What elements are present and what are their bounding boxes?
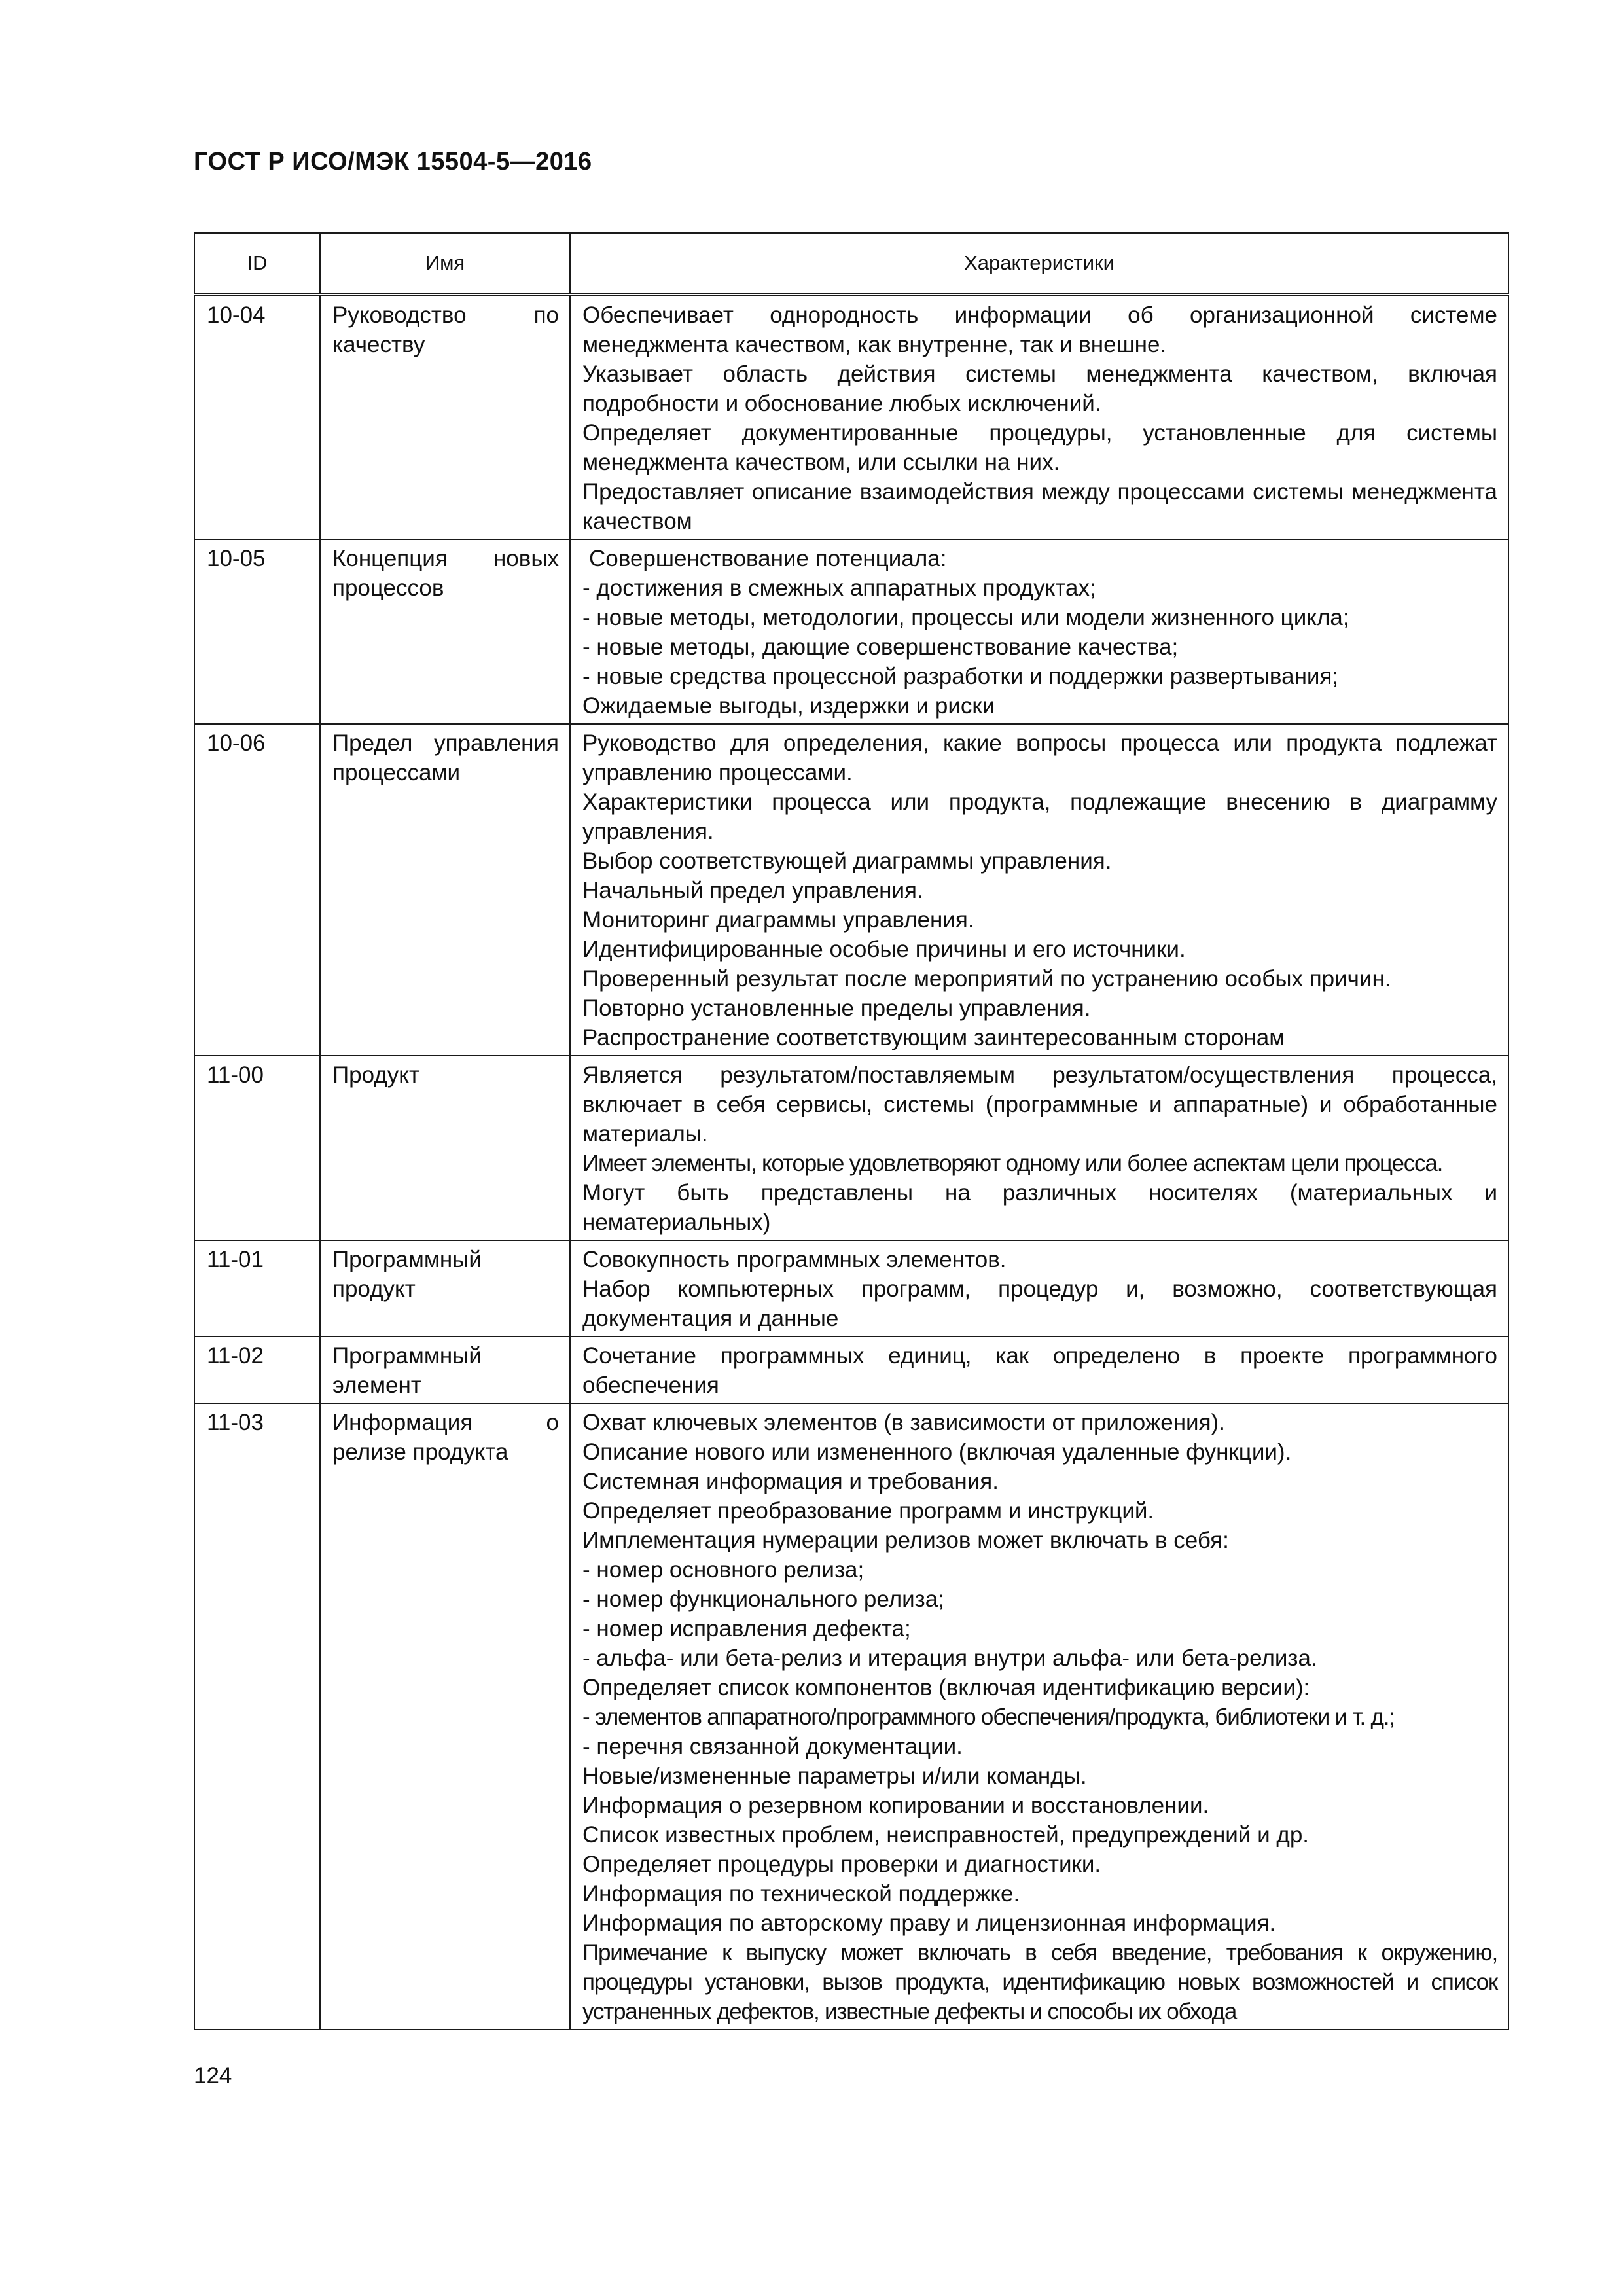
characteristic-line: - номер основного релиза; xyxy=(582,1557,865,1583)
characteristic-line: - новые средства процессной разработки и поддержки развертывания; xyxy=(582,664,1339,689)
characteristic-line: Совершенствование потенциала: xyxy=(589,546,947,571)
characteristic-line: Повторно установленные пределы управления. xyxy=(582,996,1091,1021)
characteristic-line: Определяет список компонентов (включая идентификацию версии): xyxy=(582,1675,1310,1700)
document-header: ГОСТ Р ИСО/МЭК 15504-5—2016 xyxy=(194,148,592,175)
characteristic-line: Список известных проблем, неисправностей, предупреждений и др. xyxy=(582,1822,1310,1848)
row-id: 11-00 xyxy=(194,1056,320,1240)
characteristic-line: Новые/измененные параметры и/или команды. xyxy=(582,1763,1087,1789)
characteristic-line: Определяет документированные процедуры, установленные для системы менеджмента качеством, или ссылки на них. xyxy=(582,420,1497,475)
characteristic-line: Информация по авторскому праву и лицензионная информация. xyxy=(582,1910,1276,1936)
column-header-characteristics: Характеристики xyxy=(570,233,1508,295)
table-row xyxy=(194,1403,1508,2030)
row-characteristics xyxy=(570,1336,1508,1403)
characteristic-line: Примечание к выпуску может включать в себя введение, требования к окружению, процедуры установки, вызов продукта, идентификацию новых возможностей и список устраненных дефектов, известные дефекты и способы их обхода xyxy=(582,1940,1497,2024)
characteristic-line: Предоставляет описание взаимодействия между процессами системы менеджмента качеством xyxy=(582,479,1497,534)
characteristic-line: Определяет процедуры проверки и диагностики. xyxy=(582,1852,1101,1877)
table-row xyxy=(194,539,1508,724)
row-id: 10-04 xyxy=(194,295,320,539)
row-characteristics xyxy=(570,724,1508,1056)
table-row xyxy=(194,295,1508,539)
row-name: Программный элемент xyxy=(320,1336,570,1403)
characteristic-line: Мониторинг диаграммы управления. xyxy=(582,907,974,933)
characteristic-line: - достижения в смежных аппаратных продуктах; xyxy=(582,575,1096,601)
characteristic-line: Информация по технической поддержке. xyxy=(582,1881,1020,1907)
characteristic-line: - новые методы, дающие совершенствование качества; xyxy=(582,634,1179,660)
characteristic-line: Проверенный результат после мероприятий по устранению особых причин. xyxy=(582,966,1391,992)
characteristic-line: Охват ключевых элементов (в зависимости от приложения). xyxy=(582,1410,1225,1435)
column-header-name: Имя xyxy=(320,233,570,295)
row-name: Продукт xyxy=(320,1056,570,1240)
row-name: Предел управления процессами xyxy=(320,724,570,1056)
page-number: 124 xyxy=(194,2063,232,2089)
row-characteristics xyxy=(570,1056,1508,1240)
characteristic-line: - номер исправления дефекта; xyxy=(582,1616,911,1641)
characteristic-line: Выбор соответствующей диаграммы управления. xyxy=(582,848,1112,874)
row-characteristics xyxy=(570,295,1508,539)
characteristic-line: Определяет преобразование программ и инструкций. xyxy=(582,1498,1154,1524)
row-id: 10-06 xyxy=(194,724,320,1056)
column-header-id: ID xyxy=(194,233,320,295)
characteristic-line: Системная информация и требования. xyxy=(582,1469,999,1494)
characteristic-line: - перечня связанной документации. xyxy=(582,1734,963,1759)
row-characteristics xyxy=(570,539,1508,724)
row-id: 11-03 xyxy=(194,1403,320,2030)
table-row xyxy=(194,724,1508,1056)
row-id: 10-05 xyxy=(194,539,320,724)
row-id: 11-01 xyxy=(194,1240,320,1336)
characteristic-line: Руководство для определения, какие вопросы процесса или продукта подлежат управлению процессами. xyxy=(582,730,1497,785)
row-characteristics xyxy=(570,1240,1508,1336)
characteristic-line: Характеристики процесса или продукта, подлежащие внесению в диаграмму управления. xyxy=(582,789,1497,844)
row-characteristics xyxy=(570,1403,1508,2030)
characteristic-line: - альфа- или бета-релиз и итерация внутри альфа- или бета-релиза. xyxy=(582,1645,1317,1671)
characteristic-line: - элементов аппаратного/программного обеспечения/продукта, библиотеки и т. д.; xyxy=(582,1704,1395,1730)
table-row xyxy=(194,1336,1508,1403)
row-name: Программный продукт xyxy=(320,1240,570,1336)
row-id: 11-02 xyxy=(194,1336,320,1403)
characteristic-line: Указывает область действия системы менеджмента качеством, включая подробности и обоснование любых исключений. xyxy=(582,361,1497,416)
table-header-row xyxy=(194,233,1508,295)
characteristic-line: Обеспечивает однородность информации об организационной системе менеджмента качеством, как внутренне, так и внешне. xyxy=(582,302,1497,357)
characteristic-line: Описание нового или измененного (включая удаленные функции). xyxy=(582,1439,1292,1465)
characteristic-line: Набор компьютерных программ, процедур и, возможно, соответствующая документация и данные xyxy=(582,1276,1497,1331)
row-name: Концепция новых процессов xyxy=(320,539,570,724)
characteristic-line: Могут быть представлены на различных носителях (материальных и нематериальных) xyxy=(582,1180,1497,1235)
characteristic-line: - номер функционального релиза; xyxy=(582,1587,944,1612)
characteristic-line: Идентифицированные особые причины и его источники. xyxy=(582,937,1186,962)
row-name: Руководство по качеству xyxy=(320,295,570,539)
characteristic-line: Распространение соответствующим заинтересованным сторонам xyxy=(582,1025,1285,1050)
table-row xyxy=(194,1056,1508,1240)
table-row xyxy=(194,1240,1508,1336)
characteristic-line: Совокупность программных элементов. xyxy=(582,1247,1007,1272)
row-name: Информация о релизе продукта xyxy=(320,1403,570,2030)
characteristic-line: Начальный предел управления. xyxy=(582,878,923,903)
work-products-table xyxy=(194,232,1509,2030)
characteristic-line: Имплементация нумерации релизов может включать в себя: xyxy=(582,1528,1229,1553)
characteristic-line: Является результатом/поставляемым результатом/осуществления процесса, включает в себя сервисы, системы (программные и аппаратные) и обработанные материалы. xyxy=(582,1062,1497,1147)
characteristic-line: Информация о резервном копировании и восстановлении. xyxy=(582,1793,1209,1818)
characteristic-line: Имеет элементы, которые удовлетворяют одному или более аспектам цели процесса. xyxy=(582,1151,1443,1176)
characteristic-line: - новые методы, методологии, процессы или модели жизненного цикла; xyxy=(582,605,1349,630)
characteristic-line: Сочетание программных единиц, как определено в проекте программного обеспечения xyxy=(582,1343,1497,1398)
characteristic-line: Ожидаемые выгоды, издержки и риски xyxy=(582,693,995,719)
